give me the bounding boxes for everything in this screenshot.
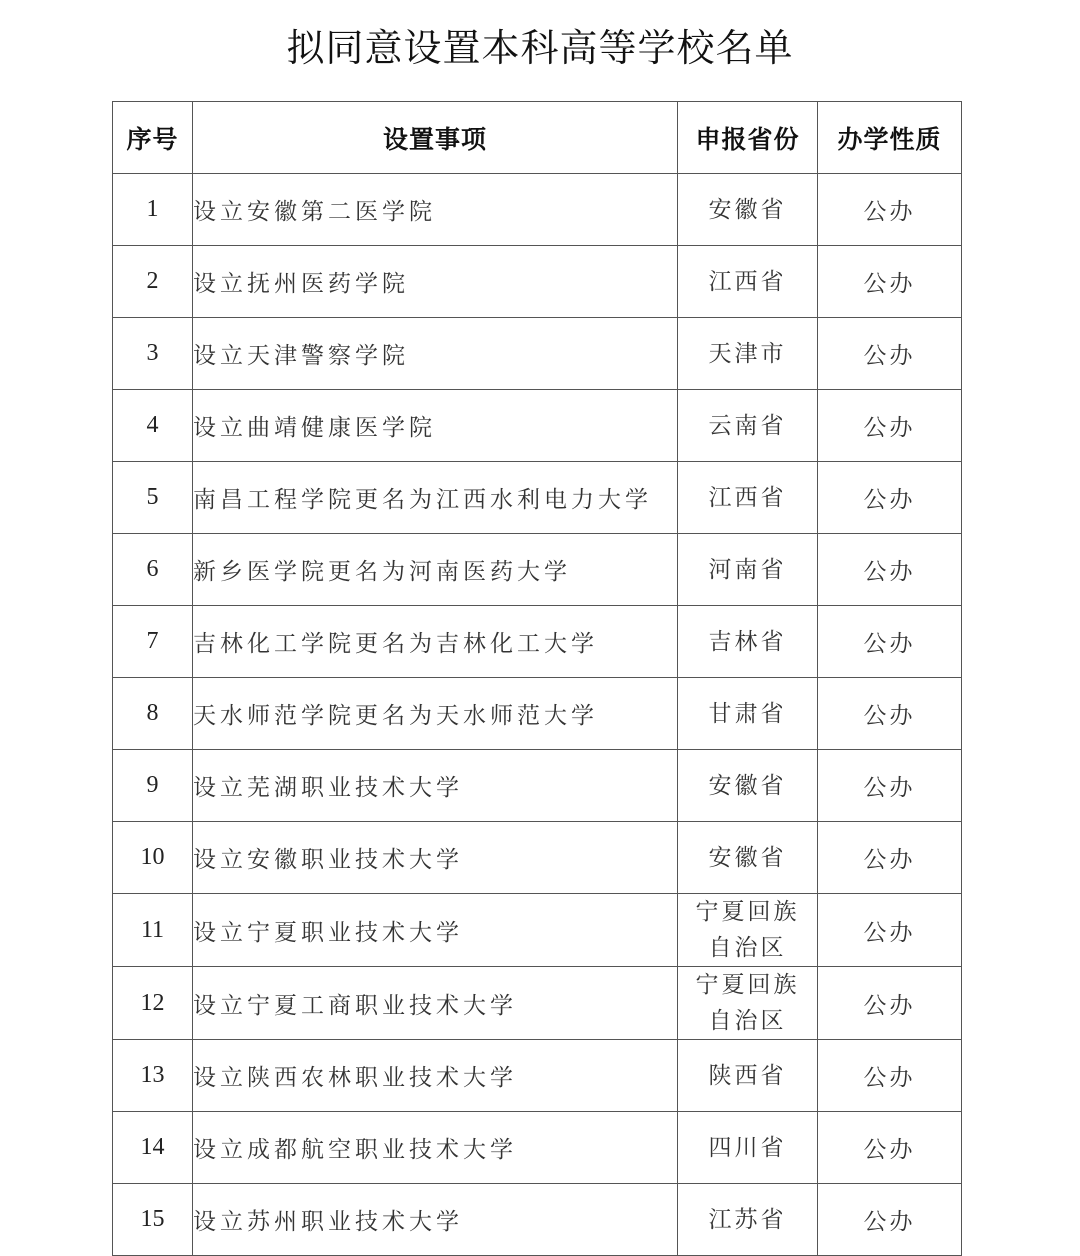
table-row <box>113 462 962 534</box>
cell-type: 公办 <box>818 318 962 390</box>
cell-province <box>678 750 818 822</box>
cell-no: 12 <box>113 967 193 1040</box>
table-row <box>113 967 962 1040</box>
header-type: 办学性质 <box>818 102 962 174</box>
cell-no: 3 <box>113 318 193 390</box>
cell-type: 公办 <box>818 606 962 678</box>
table-row <box>113 318 962 390</box>
cell-type: 公办 <box>818 1040 962 1112</box>
table-row <box>113 534 962 606</box>
table-row <box>113 1040 962 1112</box>
cell-province <box>678 967 818 1040</box>
cell-no: 6 <box>113 534 193 606</box>
province-line: 云南省 <box>708 412 787 439</box>
province-line: 甘肃省 <box>708 700 787 727</box>
cell-no: 10 <box>113 822 193 894</box>
cell-province <box>678 822 818 894</box>
table-row <box>113 1112 962 1184</box>
cell-type: 公办 <box>818 246 962 318</box>
table-row <box>113 390 962 462</box>
cell-item: 设立抚州医药学院 <box>193 246 678 318</box>
cell-no: 15 <box>113 1184 193 1256</box>
province-line: 陕西省 <box>708 1062 787 1089</box>
cell-no: 5 <box>113 462 193 534</box>
cell-province <box>678 534 818 606</box>
province-line: 自治区 <box>708 1008 787 1034</box>
cell-type: 公办 <box>818 678 962 750</box>
table-row <box>113 174 962 246</box>
cell-item: 设立苏州职业技术大学 <box>193 1184 678 1256</box>
province-line: 四川省 <box>708 1134 787 1161</box>
table-row <box>113 606 962 678</box>
university-list-table <box>112 101 962 1256</box>
province-line: 安徽省 <box>708 196 787 223</box>
cell-no: 13 <box>113 1040 193 1112</box>
cell-province <box>678 606 818 678</box>
cell-no: 1 <box>113 174 193 246</box>
cell-item: 设立芜湖职业技术大学 <box>193 750 678 822</box>
cell-no: 9 <box>113 750 193 822</box>
cell-item: 设立天津警察学院 <box>193 318 678 390</box>
cell-province <box>678 1184 818 1256</box>
cell-province <box>678 246 818 318</box>
table-row <box>113 894 962 967</box>
cell-type: 公办 <box>818 1112 962 1184</box>
province-line: 江西省 <box>708 268 787 295</box>
province-line: 自治区 <box>708 935 787 961</box>
province-line: 吉林省 <box>708 628 787 655</box>
cell-item: 设立曲靖健康医学院 <box>193 390 678 462</box>
cell-item: 天水师范学院更名为天水师范大学 <box>193 678 678 750</box>
cell-province <box>678 174 818 246</box>
province-line: 天津市 <box>708 340 787 367</box>
cell-item: 吉林化工学院更名为吉林化工大学 <box>193 606 678 678</box>
cell-item: 新乡医学院更名为河南医药大学 <box>193 534 678 606</box>
cell-province <box>678 390 818 462</box>
cell-item: 设立安徽职业技术大学 <box>193 822 678 894</box>
table-row <box>113 678 962 750</box>
province-line: 宁夏回族 <box>695 899 800 925</box>
cell-province <box>678 1112 818 1184</box>
cell-province <box>678 1040 818 1112</box>
table-row <box>113 822 962 894</box>
document-title: 拟同意设置本科高等学校名单 <box>286 26 794 70</box>
cell-item: 设立宁夏工商职业技术大学 <box>193 967 678 1040</box>
table-row <box>113 1184 962 1256</box>
table-row <box>113 246 962 318</box>
cell-type: 公办 <box>818 390 962 462</box>
cell-no: 11 <box>113 894 193 967</box>
cell-province <box>678 678 818 750</box>
province-line: 江苏省 <box>708 1206 787 1233</box>
header-province: 申报省份 <box>678 102 818 174</box>
province-line: 安徽省 <box>708 844 787 871</box>
cell-item: 设立宁夏职业技术大学 <box>193 894 678 967</box>
cell-province <box>678 318 818 390</box>
cell-province <box>678 894 818 967</box>
province-line: 江西省 <box>708 484 787 511</box>
cell-type: 公办 <box>818 894 962 967</box>
header-no: 序号 <box>113 102 193 174</box>
header-item: 设置事项 <box>193 102 678 174</box>
cell-type: 公办 <box>818 822 962 894</box>
cell-item: 设立陕西农林职业技术大学 <box>193 1040 678 1112</box>
cell-no: 14 <box>113 1112 193 1184</box>
cell-no: 8 <box>113 678 193 750</box>
cell-item: 设立成都航空职业技术大学 <box>193 1112 678 1184</box>
cell-item: 设立安徽第二医学院 <box>193 174 678 246</box>
cell-type: 公办 <box>818 174 962 246</box>
cell-type: 公办 <box>818 534 962 606</box>
cell-type: 公办 <box>818 462 962 534</box>
cell-province <box>678 462 818 534</box>
cell-no: 2 <box>113 246 193 318</box>
province-line: 河南省 <box>708 556 787 583</box>
province-line: 安徽省 <box>708 772 787 799</box>
province-line: 宁夏回族 <box>695 972 800 998</box>
table-header-row <box>113 102 962 174</box>
table-body <box>113 174 962 1256</box>
table-row <box>113 750 962 822</box>
cell-no: 4 <box>113 390 193 462</box>
cell-no: 7 <box>113 606 193 678</box>
cell-type: 公办 <box>818 1184 962 1256</box>
cell-item: 南昌工程学院更名为江西水利电力大学 <box>193 462 678 534</box>
cell-type: 公办 <box>818 967 962 1040</box>
cell-type: 公办 <box>818 750 962 822</box>
